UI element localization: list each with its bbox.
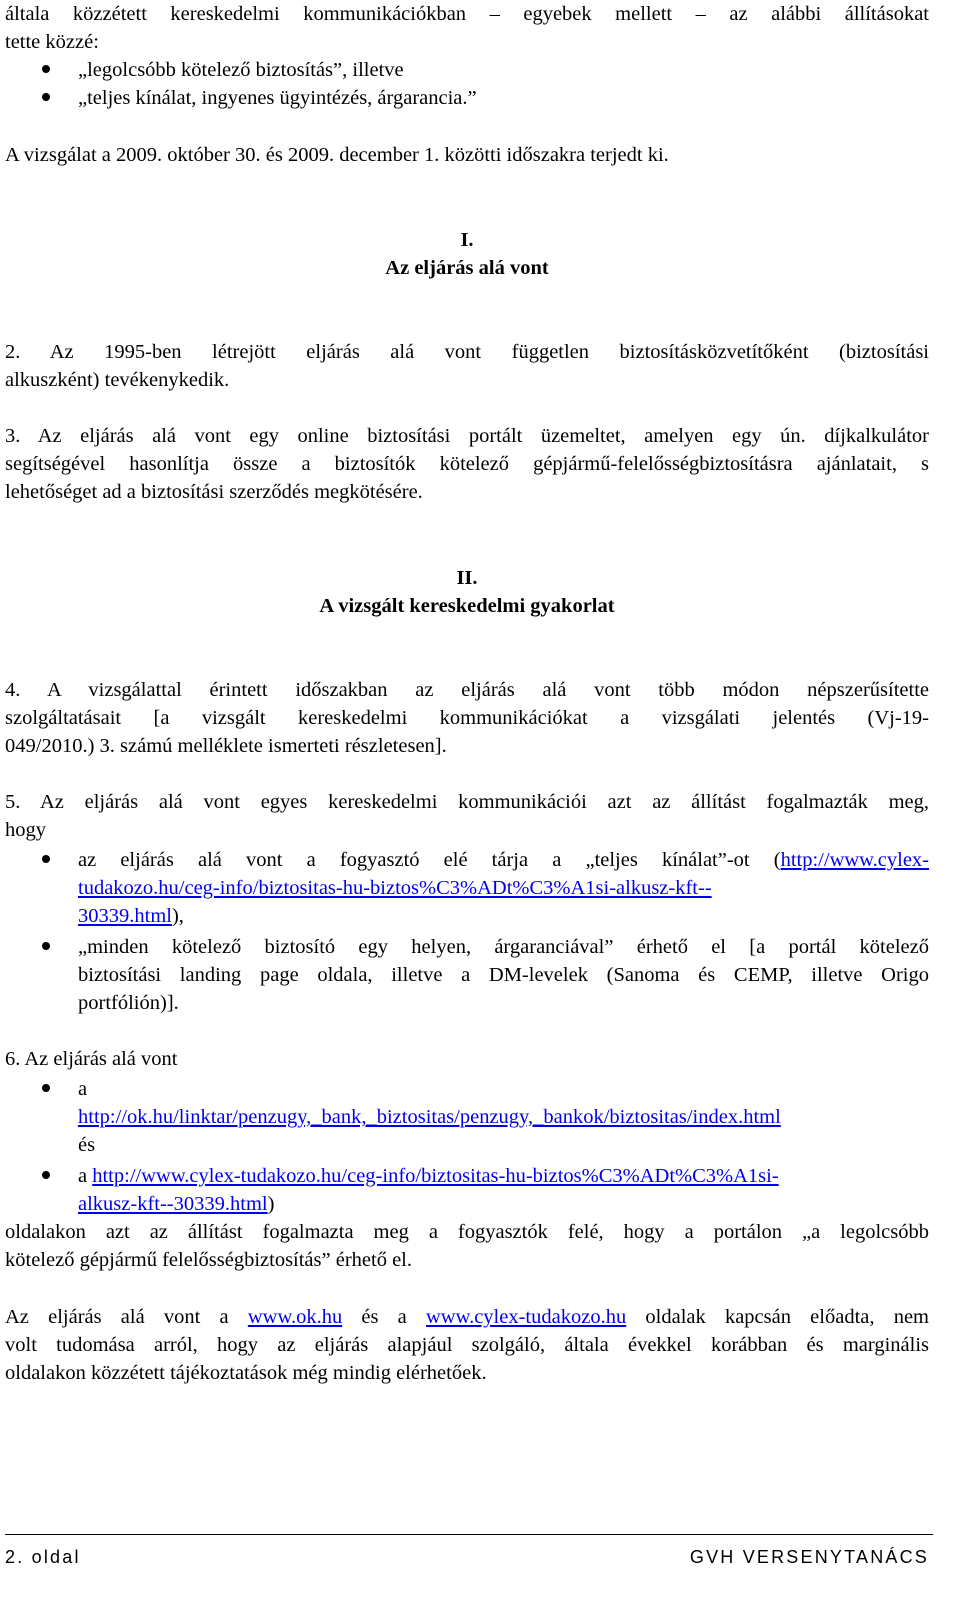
cylex-link[interactable]: tudakozo.hu/ceg-info/biztositas-hu-biztos%C3%ADt%C3%A1si-alkusz-kft-- — [78, 877, 712, 899]
paragraph-2-line-1: 2. Az 1995-ben létrejött eljárás alá vont független biztosításközvetítőként (biztosítási — [5, 341, 929, 363]
paragraph-5-bullet-1-line-2 — [78, 874, 929, 902]
page-number: 2. oldal — [5, 1547, 81, 1567]
paragraph-2-line-2: alkuszként) tevékenykedik. — [5, 369, 230, 391]
paragraph-3-line-2: segítségével hasonlítja össze a biztosítók kötelező gépjármű-felelősségbiztosításra ajánlatait, s — [5, 453, 929, 475]
paragraph-7-line-2: volt tudomása arról, hogy az eljárás alapjául szolgáló, általa évekkel korábban és marginális — [5, 1334, 929, 1356]
section-1-title: Az eljárás alá vont — [385, 257, 549, 279]
intro-bullet-2: „teljes kínálat, ingyenes ügyintézés, árgarancia.” — [78, 87, 477, 109]
intro-line-1: általa közzétett kereskedelmi kommunikációkban – egyebek mellett – az alábbi állításokat — [5, 3, 929, 25]
ok-hu-link[interactable]: www.ok.hu — [247, 1306, 343, 1328]
paragraph-6-line-2: oldalakon azt az állítást fogalmazta meg a fogyasztók felé, hogy a portálon „a legolcsóbb — [5, 1221, 929, 1243]
paragraph-5-bullet-2-line-2: biztosítási landing page oldala, illetve a DM-levelek (Sanoma és CEMP, illetve Origo — [78, 964, 929, 986]
paragraph-6-line-1: 6. Az eljárás alá vont — [5, 1048, 178, 1070]
cylex-link[interactable]: alkusz-kft--30339.html — [78, 1193, 268, 1215]
bullet-icon — [42, 942, 50, 950]
section-2-number: II. — [456, 567, 478, 589]
ok-hu-link[interactable]: http://ok.hu/linktar/penzugy,_bank,_biztositas/penzugy,_bankok/biztositas/index.html — [78, 1106, 781, 1128]
intro-line-2: tette közzé: — [5, 31, 99, 53]
paragraph-6-line-3: kötelező gépjármű felelősségbiztosítás” érhető el. — [5, 1249, 412, 1271]
paragraph-6-bullet-1-a: a — [78, 1078, 88, 1100]
paragraph-6-bullet-2-line-2: alkusz-kft--30339.html) — [78, 1193, 275, 1215]
paragraph-3-line-3: lehetőséget ad a biztosítási szerződés megkötésére. — [5, 481, 423, 503]
paragraph-5-line-1: 5. Az eljárás alá vont egyes kereskedelmi kommunikációi azt az állítást fogalmazták meg, — [5, 791, 929, 813]
section-1-number: I. — [460, 229, 474, 251]
paragraph-4-line-1: 4. A vizsgálattal érintett időszakban az eljárás alá vont több módon népszerűsítette — [5, 679, 929, 701]
footer-organization: GVH VERSENYTANÁCS — [689, 1547, 929, 1567]
paragraph-5-bullet-1-line-3: 30339.html), — [78, 905, 184, 927]
paragraph-5-line-2: hogy — [5, 819, 46, 841]
footer-divider — [5, 1534, 933, 1535]
paragraph-3-line-1: 3. Az eljárás alá vont egy online biztosítási portált üzemeltet, amelyen egy ún. díjkalkulátor — [5, 425, 929, 447]
paragraph-5-bullet-2-line-3: portfólión)]. — [78, 992, 179, 1014]
paragraph-5-bullet-2-line-1: „minden kötelező biztosító egy helyen, árgaranciával” érhető el [a portál kötelező — [78, 936, 929, 958]
intro-bullet-1: „legolcsóbb kötelező biztosítás”, illetve — [78, 59, 404, 81]
bullet-icon — [42, 65, 50, 73]
paragraph-7-line-3: oldalakon közzétett tájékoztatások még mindig elérhetőek. — [5, 1362, 487, 1384]
paragraph-4-line-3: 049/2010.) 3. számú melléklete ismerteti részletesen]. — [5, 735, 447, 757]
bullet-icon — [42, 93, 50, 101]
cylex-link[interactable]: http://www.cylex-tudakozo.hu/ceg-info/biztositas-hu-biztos%C3%ADt%C3%A1si- — [92, 1165, 779, 1187]
section-2-title: A vizsgált kereskedelmi gyakorlat — [319, 595, 615, 617]
paragraph-6-bullet-1-link-line — [78, 1103, 929, 1131]
investigation-period: A vizsgálat a 2009. október 30. és 2009. december 1. közötti időszakra terjedt ki. — [5, 144, 669, 166]
cylex-link[interactable]: 30339.html — [78, 905, 172, 927]
cylex-link[interactable]: http://www.cylex- — [780, 849, 929, 871]
bullet-icon — [42, 1171, 50, 1179]
paragraph-5-bullet-1-line-1: az eljárás alá vont a fogyasztó elé tárja a „teljes kínálat”-ot (http://www.cylex- — [78, 849, 929, 871]
paragraph-7-line-1: Az eljárás alá vont a www.ok.hu és a www.cylex-tudakozo.hu oldalak kapcsán előadta, nem — [5, 1306, 929, 1328]
paragraph-4-line-2: szolgáltatásait [a vizsgált kereskedelmi kommunikációkat a vizsgálati jelentés (Vj-19- — [5, 707, 929, 729]
bullet-icon — [42, 1084, 50, 1092]
cylex-link[interactable]: www.cylex-tudakozo.hu — [426, 1306, 627, 1328]
paragraph-6-bullet-1-es: és — [78, 1134, 96, 1156]
bullet-icon — [42, 855, 50, 863]
paragraph-6-bullet-2-line-1: a http://www.cylex-tudakozo.hu/ceg-info/biztositas-hu-biztos%C3%ADt%C3%A1si- — [78, 1165, 779, 1187]
